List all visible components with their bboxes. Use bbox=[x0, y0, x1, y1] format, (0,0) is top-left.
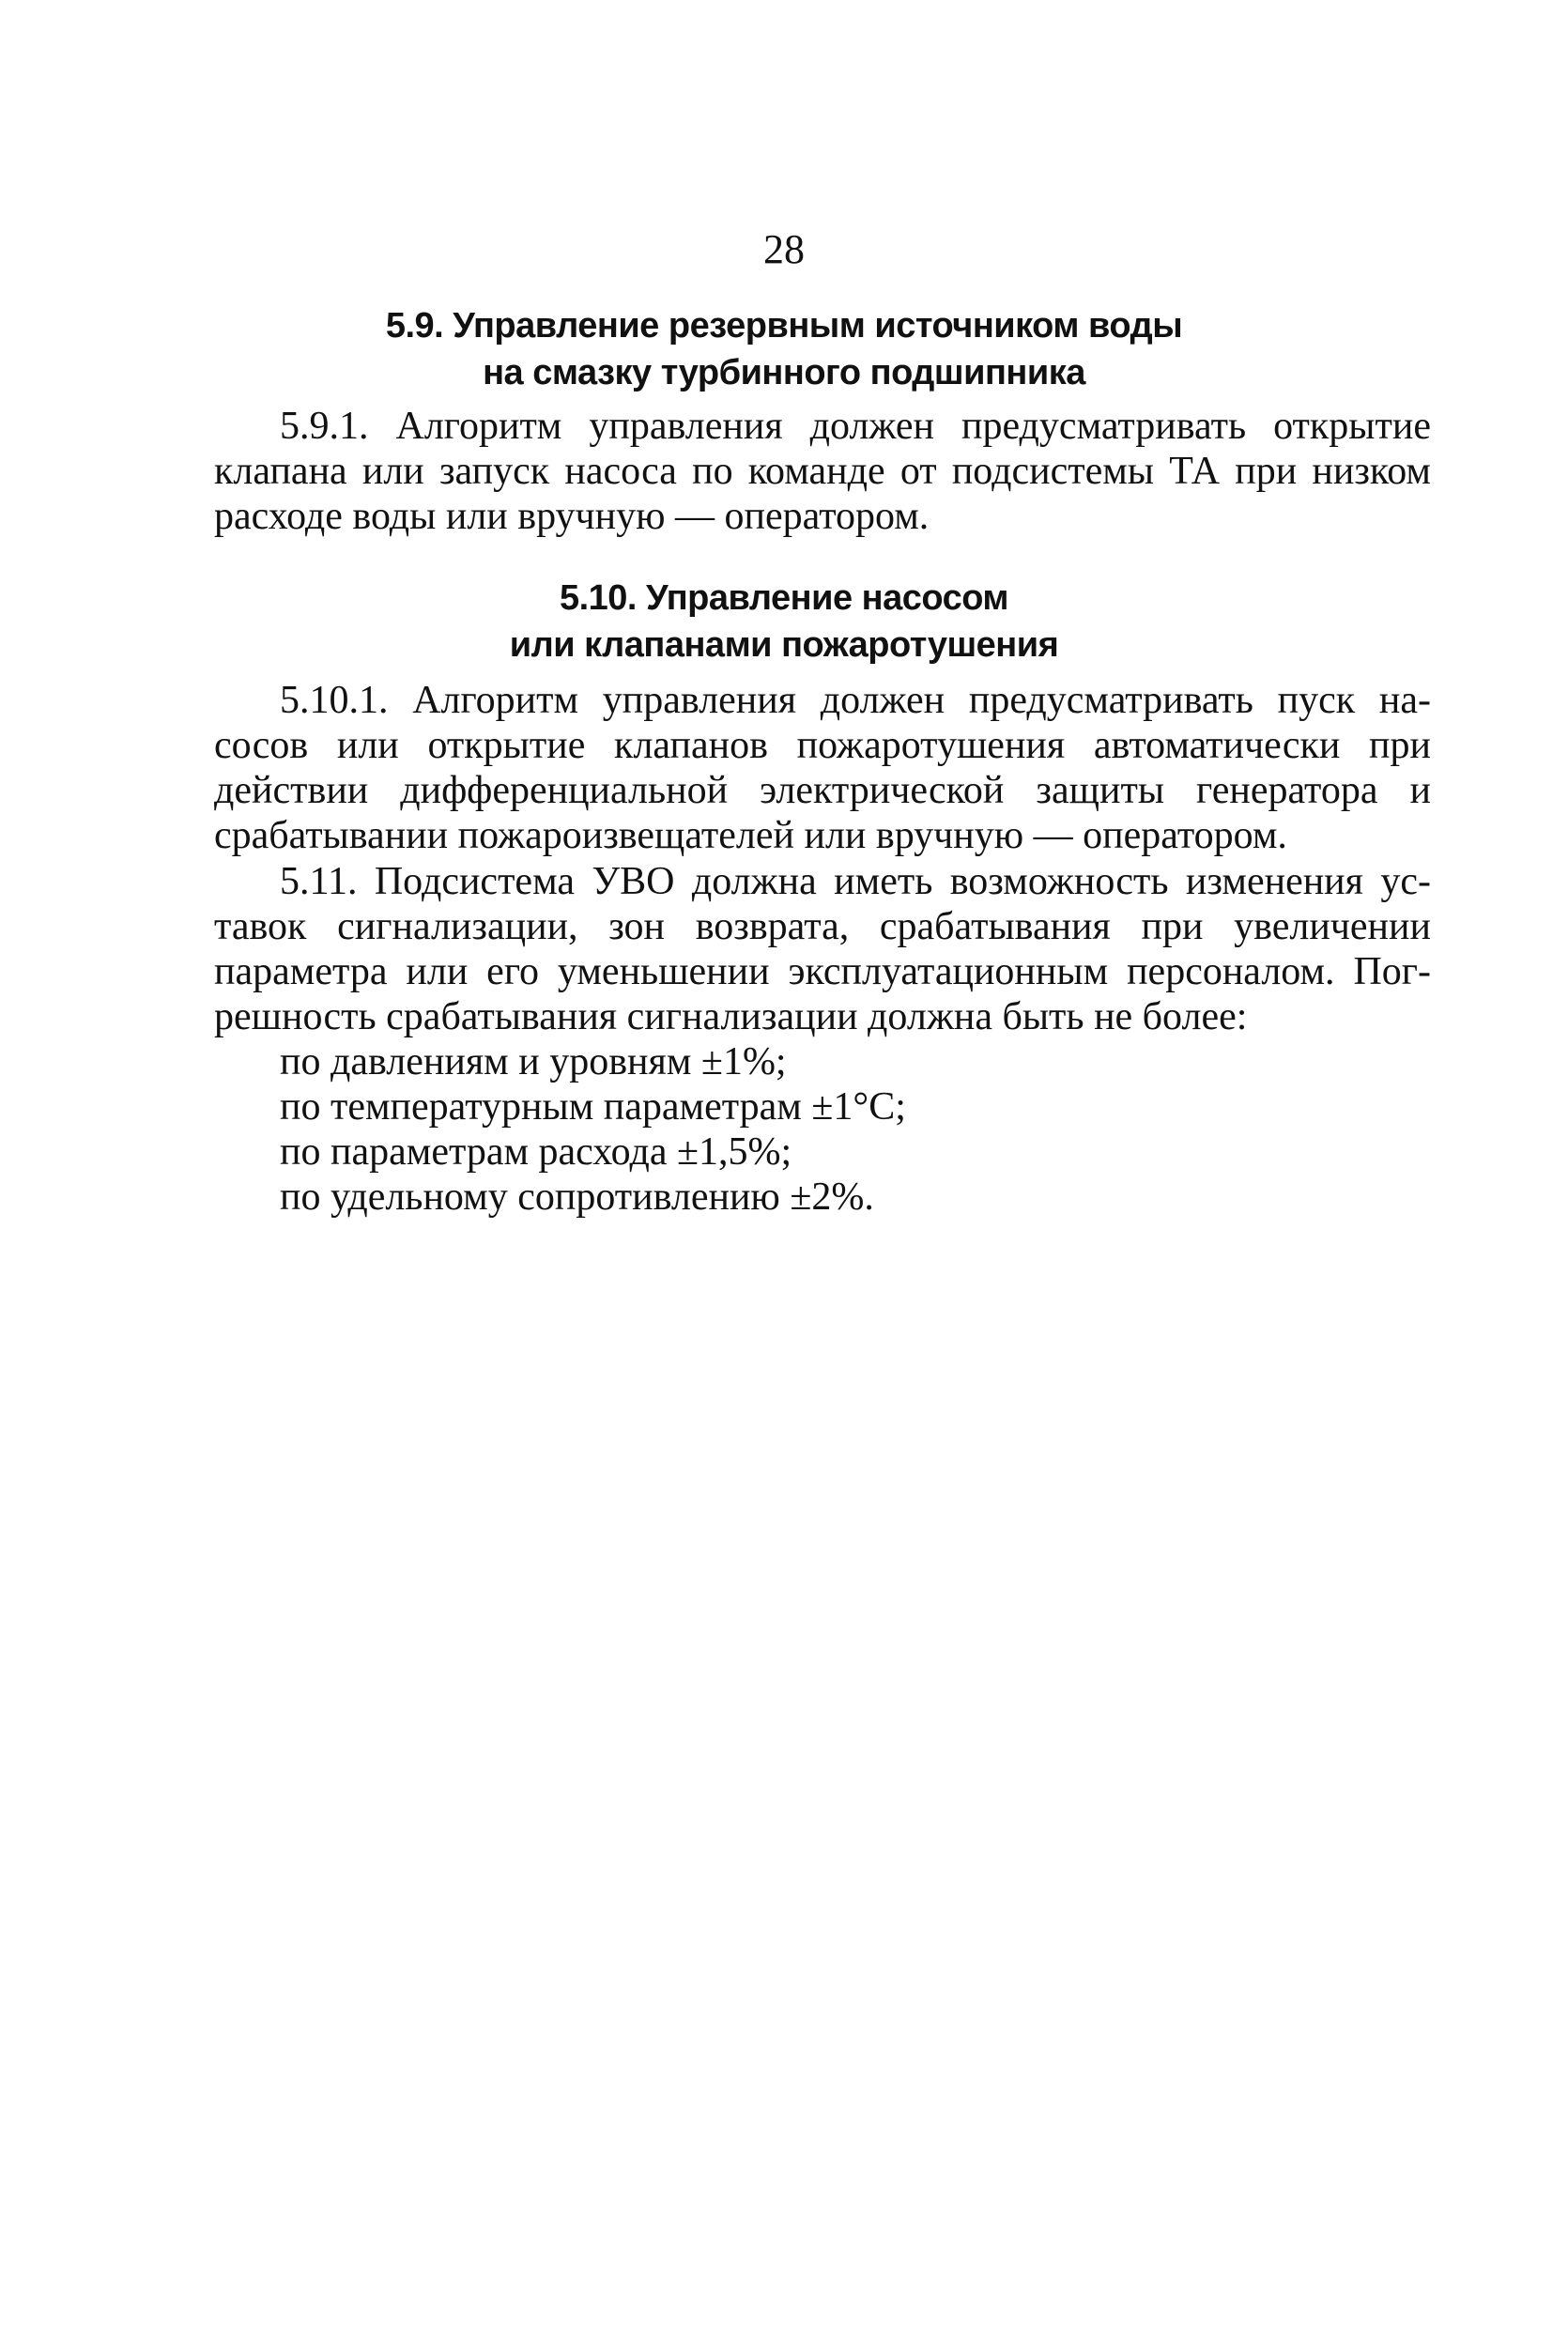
section-heading-5-10 bbox=[0, 575, 1568, 668]
paragraph-line: тавок сигнализации, зон возврата, срабатывания при увеличении bbox=[214, 905, 1431, 948]
list-item: по удельному сопротивлению ±2%. bbox=[280, 1175, 874, 1219]
paragraph-line: срабатывании пожароизвещателей или вручную — оператором. bbox=[214, 814, 1287, 857]
paragraph-line: клапана или запуск насоса по команде от подсистемы ТА при низком bbox=[214, 450, 1431, 493]
list-item: по температурным параметрам ±1°С; bbox=[280, 1085, 906, 1129]
paragraph-5-9-1 bbox=[214, 404, 1431, 539]
section-heading-5-9 bbox=[0, 302, 1568, 396]
heading-line: 5.10. Управление насосом bbox=[559, 578, 1009, 618]
paragraph-line: 5.9.1. Алгоритм управления должен предусматривать открытие bbox=[280, 405, 1431, 448]
paragraph-line: параметра или его уменьшении эксплуатационным персоналом. Пог- bbox=[214, 950, 1431, 993]
paragraph-line: действии дифференциальной электрической защиты генератора и bbox=[214, 769, 1431, 812]
heading-line: или клапанами пожаротушения bbox=[509, 625, 1059, 665]
paragraph-line: сосов или открытие клапанов пожаротушения автоматически при bbox=[214, 724, 1431, 767]
paragraph-line: 5.10.1. Алгоритм управления должен предусматривать пуск на- bbox=[280, 679, 1431, 722]
paragraph-line: 5.11. Подсистема УВО должна иметь возможность изменения ус- bbox=[280, 860, 1431, 903]
list-item: по параметрам расхода ±1,5%; bbox=[280, 1130, 792, 1174]
paragraph-5-11 bbox=[214, 859, 1431, 1039]
paragraph-5-10-1 bbox=[214, 678, 1431, 858]
heading-line: 5.9. Управление резервным источником воды bbox=[385, 306, 1183, 346]
list-item: по давлениям и уровням ±1%; bbox=[280, 1040, 787, 1083]
page-number: 28 bbox=[763, 226, 805, 272]
heading-line: на смазку турбинного подшипника bbox=[483, 353, 1085, 392]
paragraph-line: решность срабатывания сигнализации должна быть не более: bbox=[214, 995, 1248, 1038]
paragraph-line: расходе воды или вручную — оператором. bbox=[214, 495, 930, 538]
tolerance-list bbox=[280, 1039, 906, 1220]
